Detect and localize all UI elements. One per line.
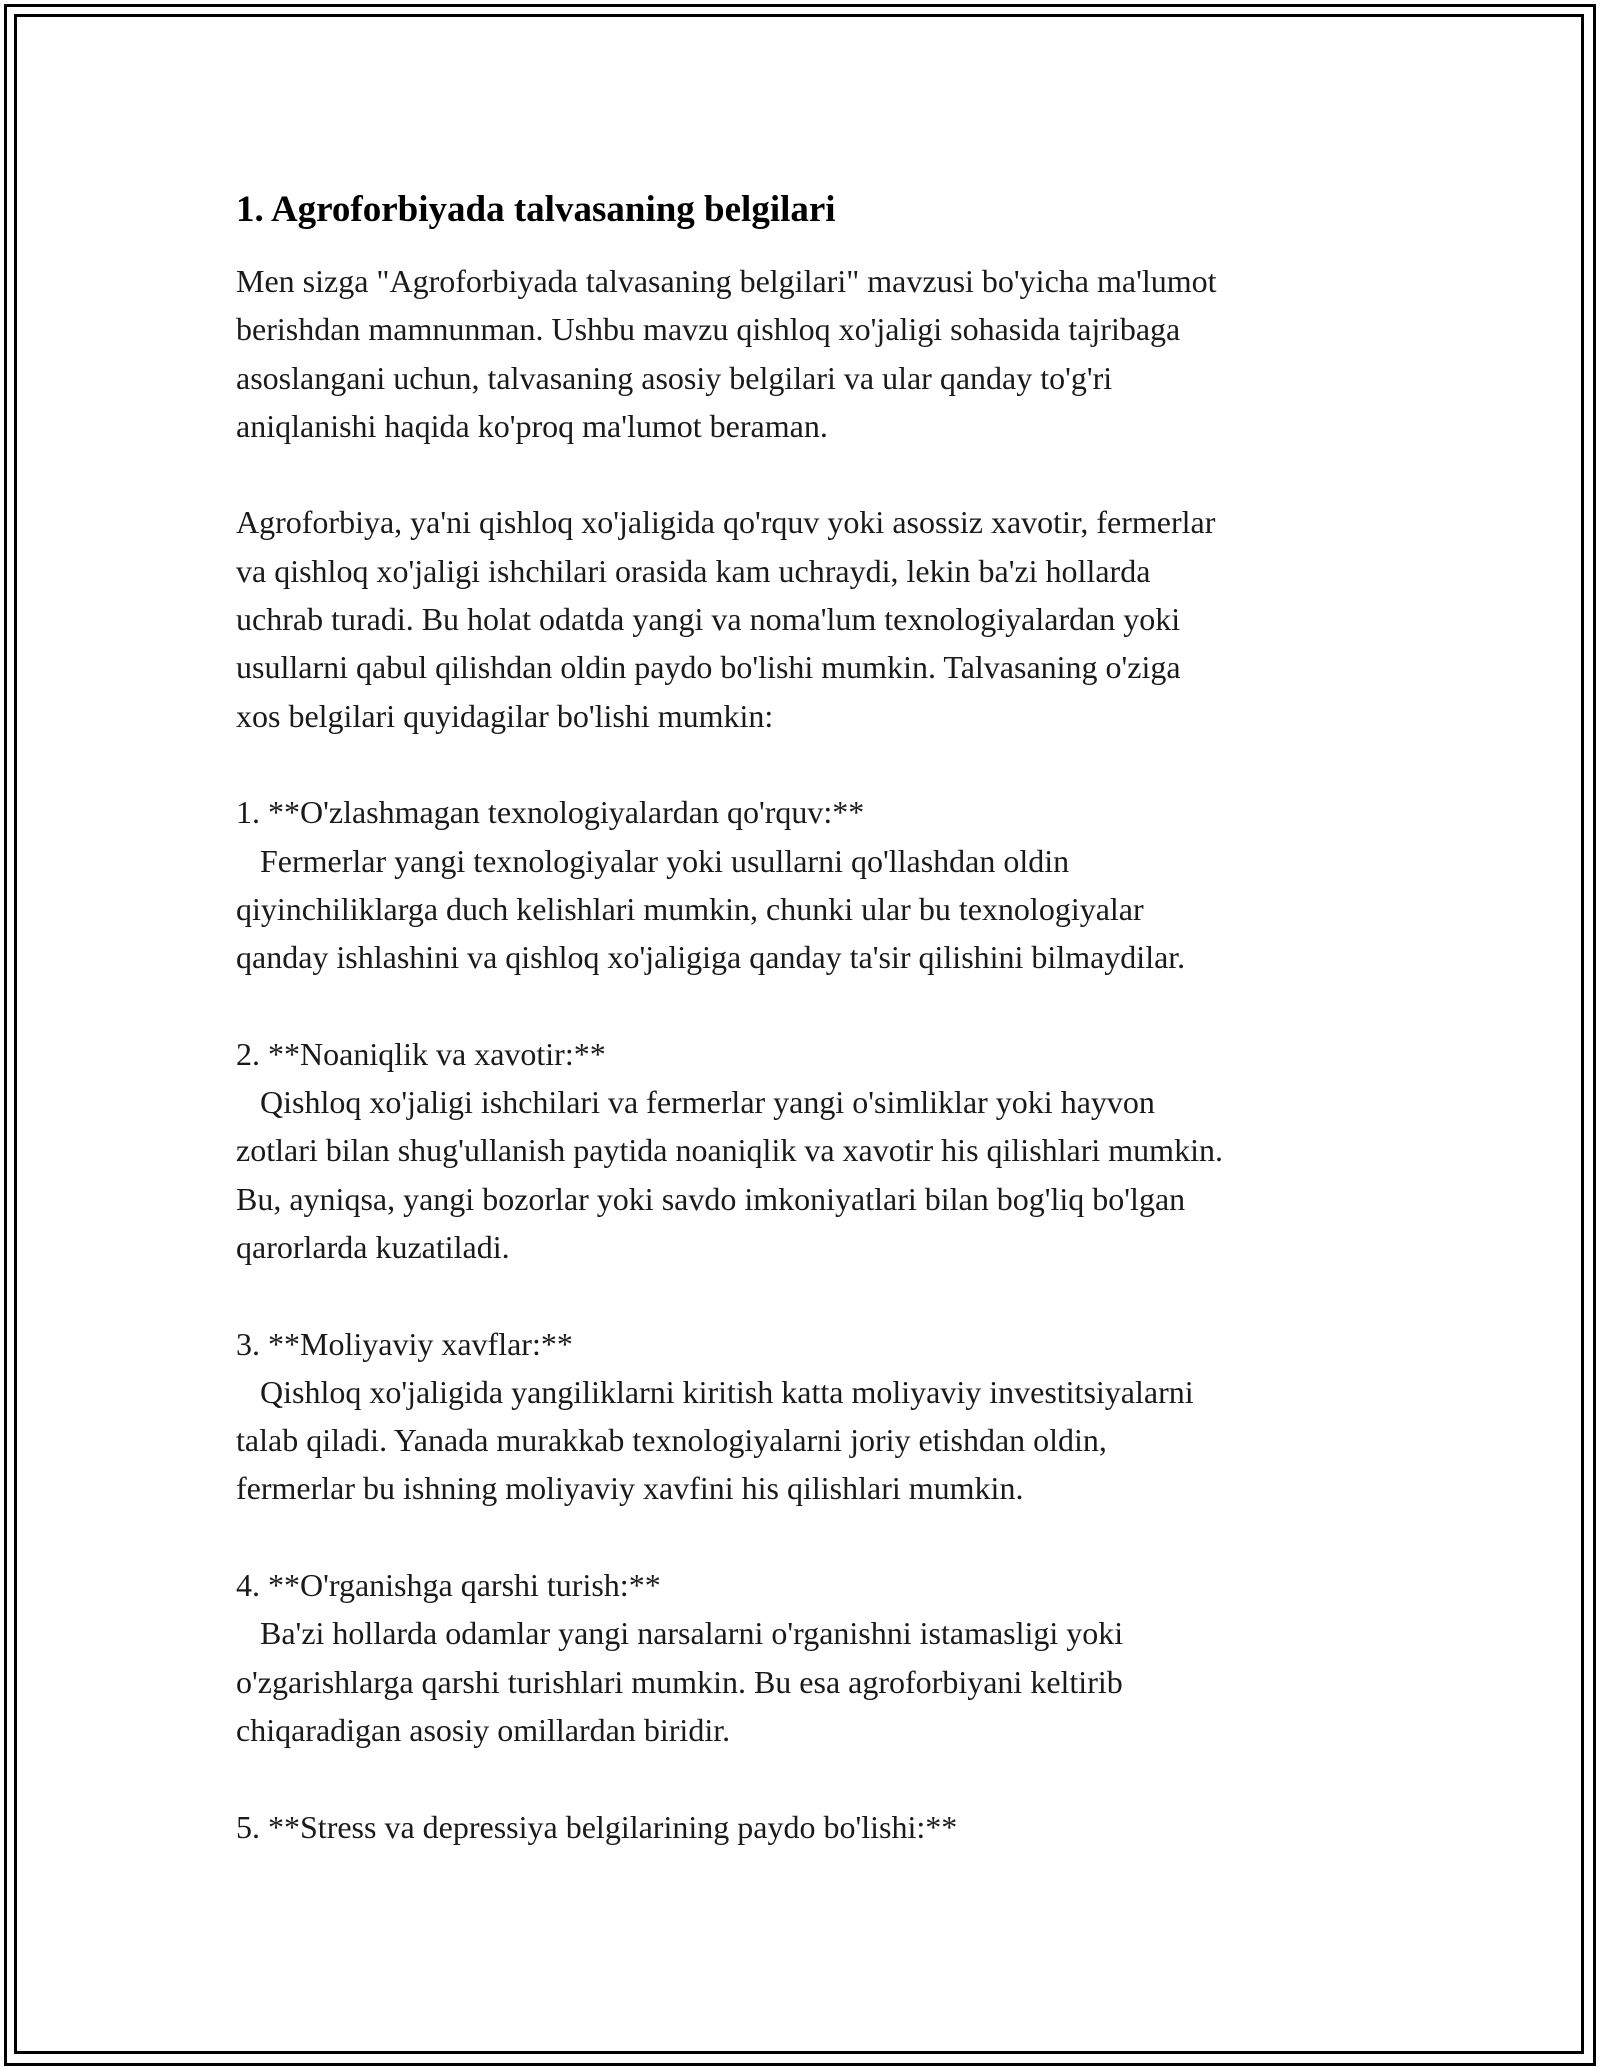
list-item-heading: 1. **O'zlashmagan texnologiyalardan qo'rquv:** (236, 794, 865, 831)
list-item-body: Ba'zi hollarda odamlar yangi narsalarni o'rganishni istamasligi yoki o'zgarishlarga qarshi turishlari mumkin. Bu esa agroforbiyani keltirib chiqaradigan asosiy omillardan biridir. (236, 1615, 1124, 1748)
intro-paragraph-1 (236, 257, 1396, 450)
document-body (236, 185, 1396, 1851)
list-item-body: Qishloq xo'jaligi ishchilari va fermerlar yangi o'simliklar yoki hayvon zotlari bilan shug'ullanish paytida noaniqlik va xavotir his qilishlari mumkin. Bu, ayniqsa, yangi bozorlar yoki savdo imkoniyatlari bilan bog'liq bo'lgan qarorlarda kuzatiladi. (236, 1084, 1223, 1265)
list-item-body: Qishloq xo'jaligida yangiliklarni kiritish katta moliyaviy investitsiyalarni talab qiladi. Yanada murakkab texnologiyalarni joriy etishdan oldin, fermerlar bu ishning moliyaviy xavfini his qilishlari mumkin. (236, 1373, 1194, 1507)
list-item-heading: 4. **O'rganishga qarshi turish:** (236, 1567, 661, 1604)
list-item (236, 1320, 1396, 1513)
list-item-body: Fermerlar yangi texnologiyalar yoki usullarni qo'llashdan oldin qiyinchiliklarga duch kelishlari mumkin, chunki ular bu texnologiyalar qanday ishlashini va qishloq xo'jaligiga qanday ta'sir qilishini bilmaydilar. (236, 842, 1186, 976)
list-item (236, 1803, 1396, 1851)
intro-paragraph-text: Men sizga "Agroforbiyada talvasaning belgilari" mavzusi bo'yicha ma'lumot berishdan mamnunman. Ushbu mavzu qishloq xo'jaligi sohasida tajribaga asoslangani uchun, talvasaning asosiy belgilari va ular qanday to'g'ri aniqlanishi haqida ko'proq ma'lumot beraman. (236, 263, 1217, 444)
list-item-heading: 2. **Noaniqlik va xavotir:** (236, 1035, 606, 1072)
list-item (236, 1030, 1396, 1271)
list-item-heading: 5. **Stress va depressiya belgilarining paydo bo'lishi:** (236, 1808, 958, 1845)
list-item-heading: 3. **Moliyaviy xavflar:** (236, 1325, 573, 1362)
list-item (236, 1561, 1396, 1754)
intro-paragraph-text: Agroforbiya, ya'ni qishloq xo'jaligida qo'rquv yoki asossiz xavotir, fermerlar va qishloq xo'jaligi ishchilari orasida kam uchraydi, lekin ba'zi hollarda uchrab turadi. Bu holat odatda yangi va noma'lum texnologiyalardan yoki usullarni qabul qilishdan oldin paydo bo'lishi mumkin. Talvasaning o'ziga xos belgilari quyidagilar bo'lishi mumkin: (236, 504, 1216, 734)
document-title: 1. Agroforbiyada talvasaning belgilari (236, 189, 836, 230)
intro-paragraph-2 (236, 498, 1396, 739)
list-item (236, 788, 1396, 981)
